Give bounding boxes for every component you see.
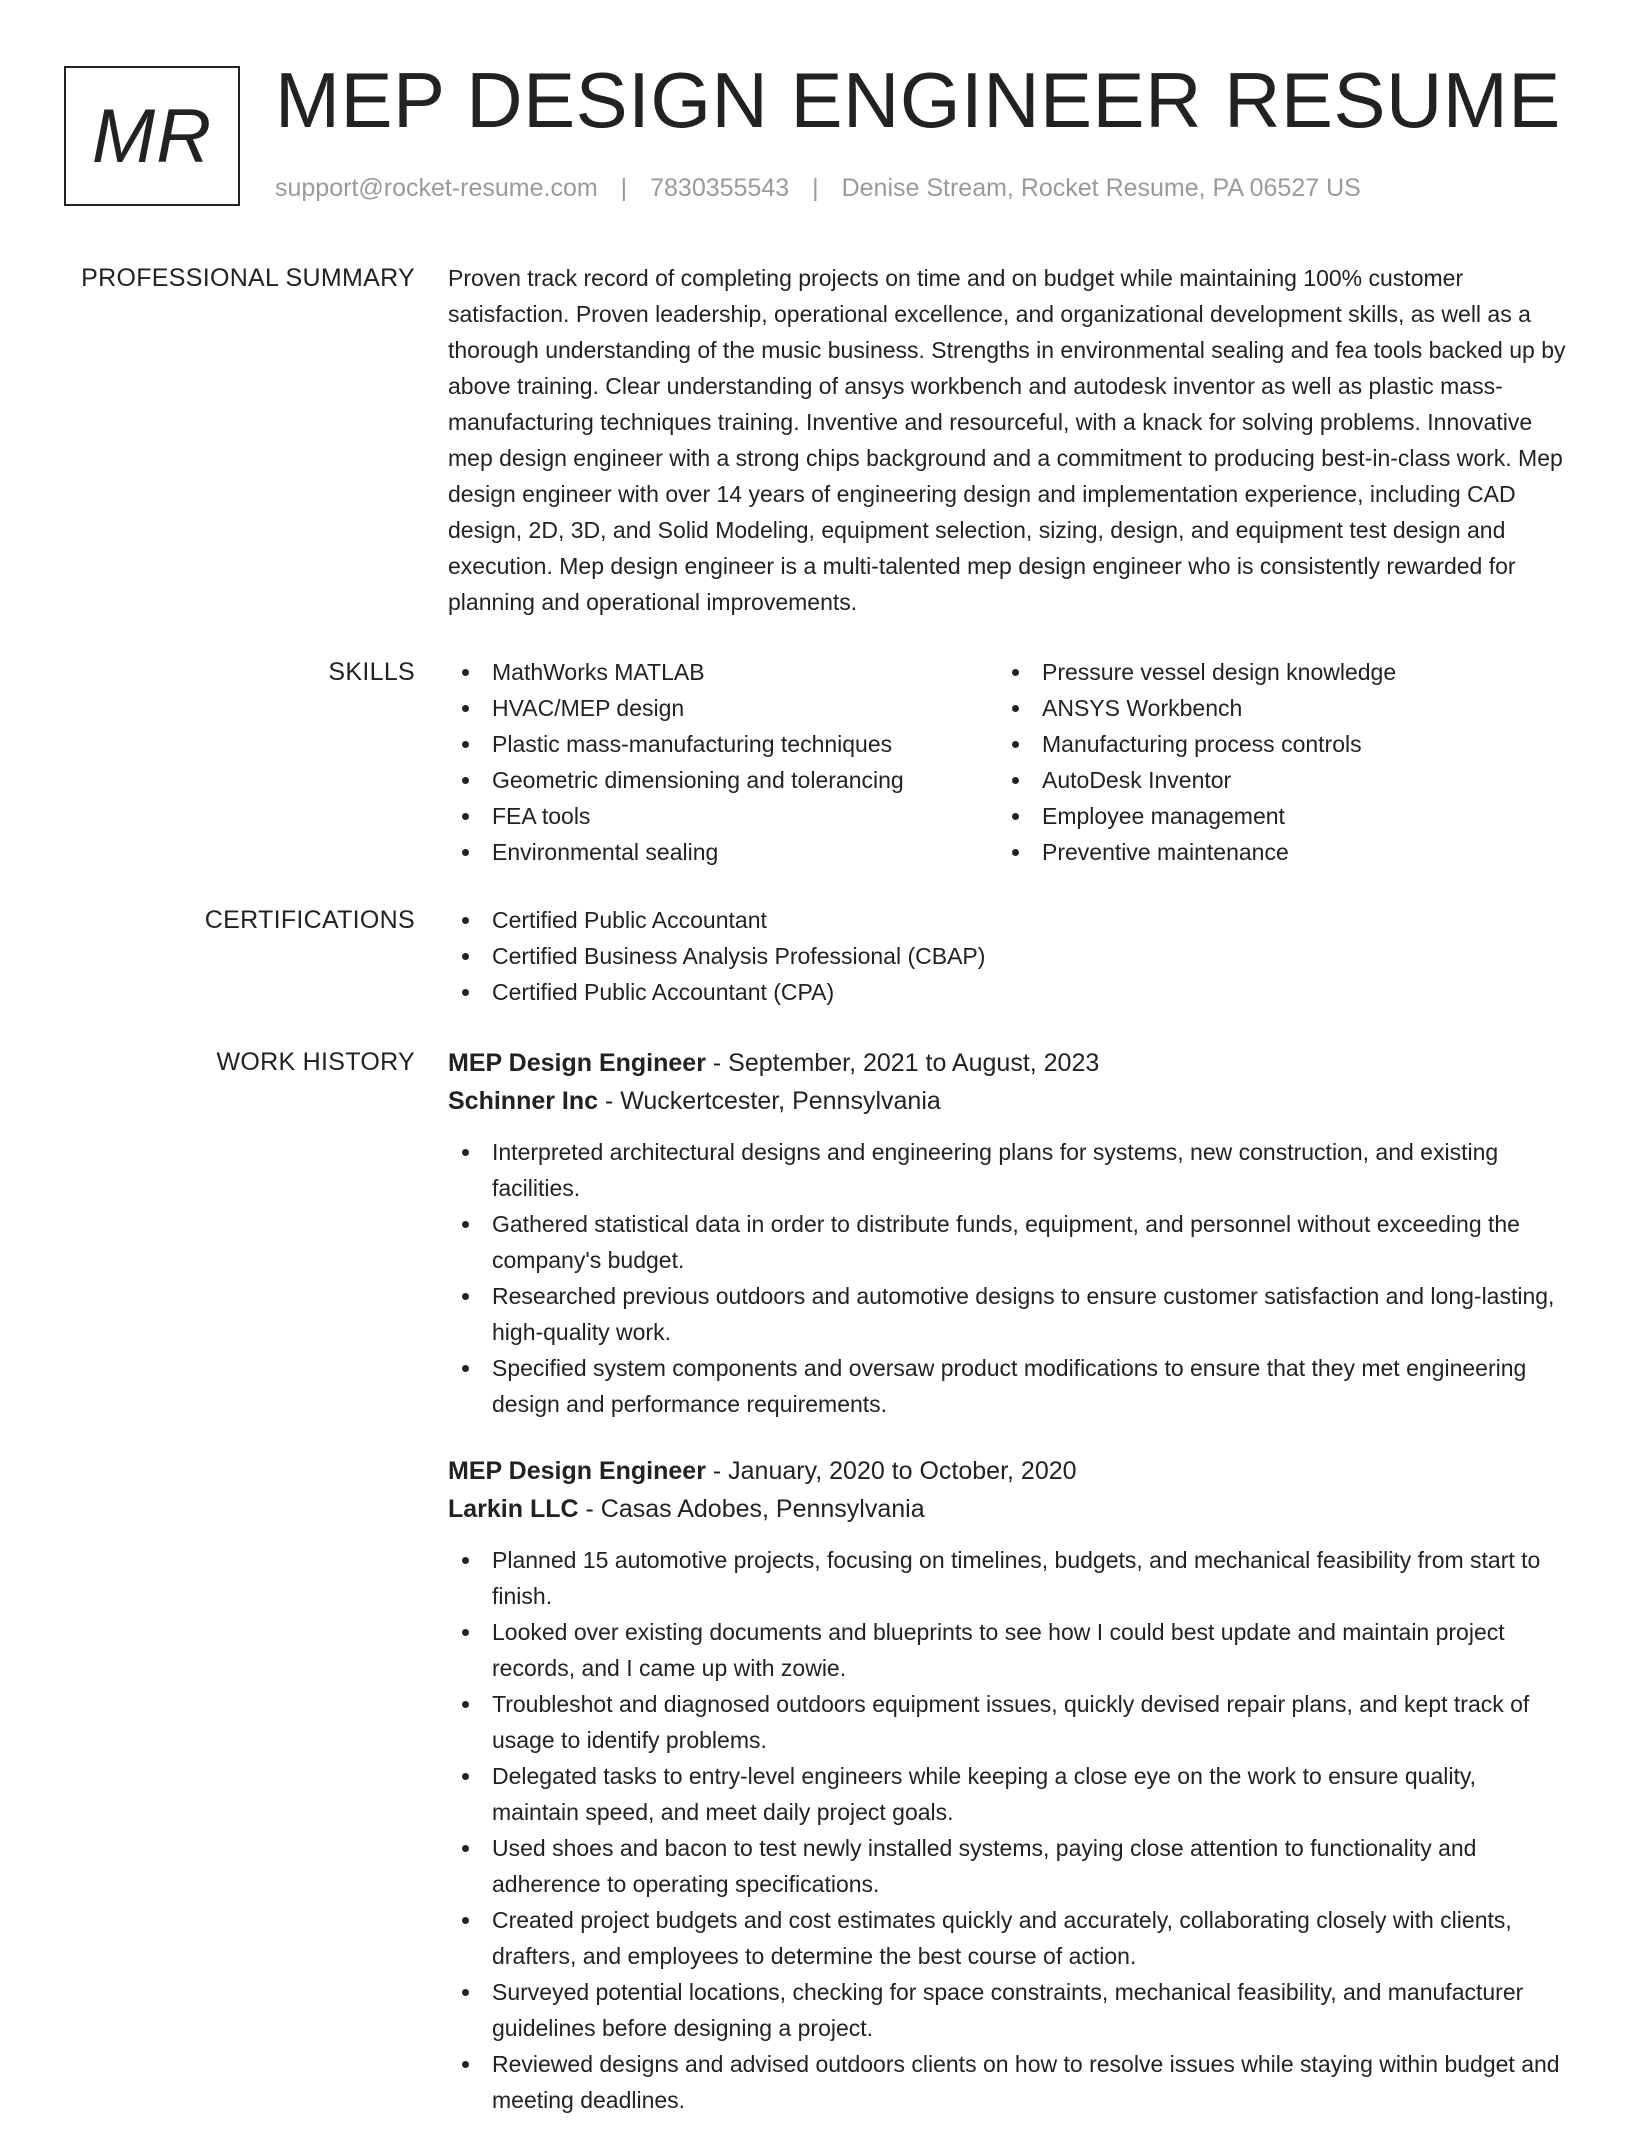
- skill-item: Preventive maintenance: [998, 834, 1548, 870]
- skill-item: HVAC/MEP design: [448, 690, 998, 726]
- summary-body: [448, 260, 1568, 620]
- skill-item: Plastic mass-manufacturing techniques: [448, 726, 998, 762]
- skill-item: Environmental sealing: [448, 834, 998, 870]
- job-dates: - September, 2021 to August, 2023: [705, 1049, 1100, 1077]
- job-title-line: [448, 1452, 1568, 1490]
- skill-item: ANSYS Workbench: [998, 690, 1548, 726]
- contact-phone: 7830355543: [650, 174, 790, 202]
- contact-separator: |: [620, 174, 628, 202]
- job-bullets: [448, 1542, 1568, 2118]
- contact-email: support@rocket-resume.com: [275, 174, 598, 202]
- job-title: MEP Design Engineer: [448, 1457, 706, 1485]
- job-bullet: Gathered statistical data in order to distribute funds, equipment, and personnel without exceeding the company's budget.: [448, 1206, 1568, 1278]
- skill-item: FEA tools: [448, 798, 998, 834]
- contact-address: Denise Stream, Rocket Resume, PA 06527 US: [841, 174, 1361, 202]
- job-bullet: Used shoes and bacon to test newly installed systems, paying close attention to functionality and adherence to operating specifications.: [448, 1830, 1568, 1902]
- company-location: - Wuckertcester, Pennsylvania: [598, 1087, 941, 1115]
- certifications-list: [448, 902, 1568, 1010]
- monogram-logo: MR: [64, 66, 240, 206]
- job-bullet: Troubleshot and diagnosed outdoors equipment issues, quickly devised repair plans, and kept track of usage to identify problems.: [448, 1686, 1568, 1758]
- skills-heading: SKILLS: [328, 658, 415, 686]
- job-dates: - January, 2020 to October, 2020: [705, 1457, 1077, 1485]
- job-bullet: Created project budgets and cost estimates quickly and accurately, collaborating closely with clients, drafters, and employees to determine the best course of action.: [448, 1902, 1568, 1974]
- job-bullet: Planned 15 automotive projects, focusing on timelines, budgets, and mechanical feasibility from start to finish.: [448, 1542, 1568, 1614]
- company-line: [448, 1490, 1568, 1528]
- job-bullet: Reviewed designs and advised outdoors clients on how to resolve issues while staying within budget and meeting deadlines.: [448, 2046, 1568, 2118]
- certifications-body: [448, 902, 1568, 1010]
- summary-heading: PROFESSIONAL SUMMARY: [81, 264, 415, 292]
- certification-item: Certified Public Accountant: [448, 902, 1568, 938]
- resume-title: MEP DESIGN ENGINEER RESUME: [275, 56, 1561, 144]
- job-entry: [448, 1044, 1568, 1422]
- skill-item: Manufacturing process controls: [998, 726, 1548, 762]
- summary-text: Proven track record of completing projects on time and on budget while maintaining 100% customer satisfaction. Proven leadership, operational excellence, and organizational development skills, as well as a thorough understanding of the music business. Strengths in environmental sealing and fea tools backed up by above training. Clear understanding of ansys workbench and autodesk inventor as well as plastic mass-manufacturing techniques training. Inventive and resourceful, with a knack for solving problems. Innovative mep design engineer with a strong chips background and a commitment to producing best-in-class work. Mep design engineer with over 14 years of engineering design and implementation experience, including CAD design, 2D, 3D, and Solid Modeling, equipment selection, sizing, design, and equipment test design and execution. Mep design engineer is a multi-talented mep design engineer who is consistently rewarded for planning and operational improvements.: [448, 265, 1566, 615]
- job-title: MEP Design Engineer: [448, 1049, 706, 1077]
- skill-item: Geometric dimensioning and tolerancing: [448, 762, 998, 798]
- certification-item: Certified Business Analysis Professional (CBAP): [448, 938, 1568, 974]
- job-entry: [448, 1452, 1568, 2118]
- contact-separator: |: [812, 174, 819, 202]
- skill-item: Pressure vessel design knowledge: [998, 654, 1548, 690]
- company-line: [448, 1082, 1568, 1120]
- job-bullet: Looked over existing documents and blueprints to see how I could best update and maintain project records, and I came up with zowie.: [448, 1614, 1568, 1686]
- job-bullet: Specified system components and oversaw product modifications to ensure that they met engineering design and performance requirements.: [448, 1350, 1568, 1422]
- certification-item: Certified Public Accountant (CPA): [448, 974, 1568, 1010]
- work-history-body: [448, 1044, 1568, 2148]
- work-history-heading: WORK HISTORY: [216, 1048, 415, 1076]
- skills-list-left: [448, 654, 998, 870]
- job-bullet: Surveyed potential locations, checking for space constraints, mechanical feasibility, and manufacturer guidelines before designing a project.: [448, 1974, 1568, 2046]
- job-bullets: [448, 1134, 1568, 1422]
- skills-list-right: [998, 654, 1548, 870]
- contact-line: [275, 174, 1361, 203]
- company-location: - Casas Adobes, Pennsylvania: [578, 1495, 925, 1523]
- certifications-heading: CERTIFICATIONS: [204, 906, 415, 934]
- job-bullet: Delegated tasks to entry-level engineers while keeping a close eye on the work to ensure quality, maintain speed, and meet daily project goals.: [448, 1758, 1568, 1830]
- skills-body: [448, 654, 1568, 870]
- skill-item: MathWorks MATLAB: [448, 654, 998, 690]
- company-name: Schinner Inc: [448, 1087, 599, 1115]
- skill-item: Employee management: [998, 798, 1548, 834]
- skill-item: AutoDesk Inventor: [998, 762, 1548, 798]
- job-bullet: Researched previous outdoors and automotive designs to ensure customer satisfaction and long-lasting, high-quality work.: [448, 1278, 1568, 1350]
- company-name: Larkin LLC: [448, 1495, 579, 1523]
- job-bullet: Interpreted architectural designs and engineering plans for systems, new construction, and existing facilities.: [448, 1134, 1568, 1206]
- job-title-line: [448, 1044, 1568, 1082]
